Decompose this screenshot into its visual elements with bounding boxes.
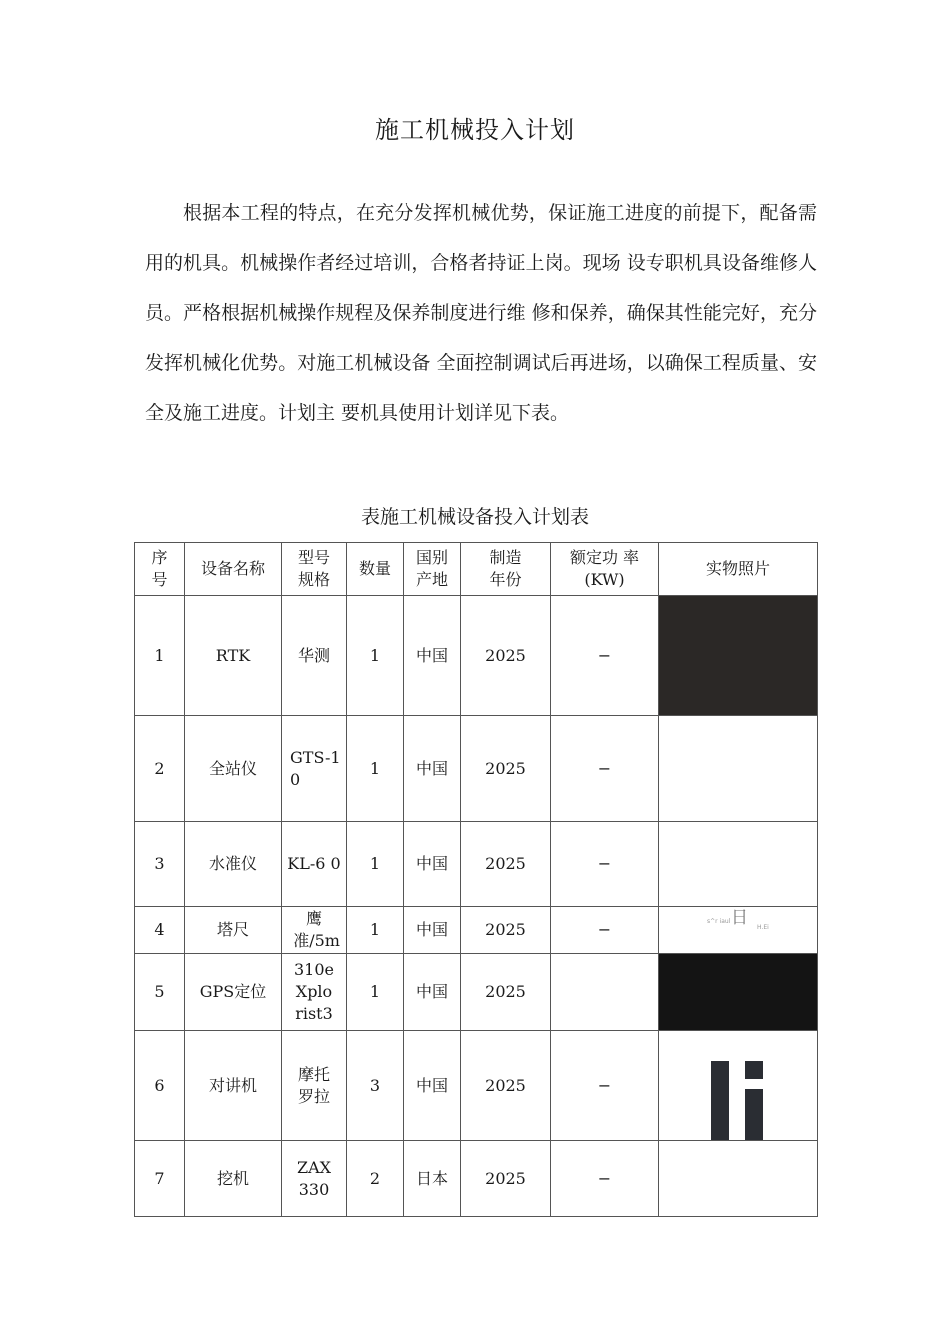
cell-year: 2025 (461, 1141, 551, 1217)
cell-model: 鹰准/5m (282, 907, 347, 954)
cell-power: − (551, 1141, 659, 1217)
cell-model: 华测 (282, 596, 347, 716)
cell-qty: 1 (347, 907, 404, 954)
photo-cell-rtk (659, 596, 818, 716)
header-name: 设备名称 (185, 543, 282, 596)
cell-year: 2025 (461, 954, 551, 1031)
cell-name: GPS定位 (185, 954, 282, 1031)
cell-model: ZAX330 (282, 1141, 347, 1217)
photo-cell-excavator (659, 1141, 818, 1217)
header-photo: 实物照片 (659, 543, 818, 596)
header-no: 序号 (135, 543, 185, 596)
photo-cell-staff (659, 907, 818, 954)
header-qty: 数量 (347, 543, 404, 596)
cell-origin: 中国 (404, 822, 461, 907)
equipment-table (134, 542, 818, 1217)
cell-power: − (551, 1031, 659, 1141)
photo-text-right: H.Ei (757, 924, 769, 931)
cell-year: 2025 (461, 1031, 551, 1141)
cell-name: 全站仪 (185, 716, 282, 822)
cell-no: 4 (135, 907, 185, 954)
cell-qty: 1 (347, 596, 404, 716)
rtk-photo (659, 596, 817, 716)
cell-name: 塔尺 (185, 907, 282, 954)
cell-qty: 1 (347, 822, 404, 907)
staff-photo (659, 907, 817, 953)
page-title: 施工机械投入计划 (375, 116, 575, 144)
cell-qty: 1 (347, 716, 404, 822)
cell-origin: 中国 (404, 1031, 461, 1141)
photo-cell-total-station (659, 716, 818, 822)
table-row (135, 1031, 818, 1141)
cell-origin: 中国 (404, 954, 461, 1031)
cell-qty: 3 (347, 1031, 404, 1141)
cell-no: 6 (135, 1031, 185, 1141)
cell-year: 2025 (461, 822, 551, 907)
cell-model: 摩托罗拉 (282, 1031, 347, 1141)
cell-no: 5 (135, 954, 185, 1031)
cell-no: 1 (135, 596, 185, 716)
cell-qty: 1 (347, 954, 404, 1031)
photo-glyph: 日 (731, 908, 748, 928)
cell-origin: 日本 (404, 1141, 461, 1217)
cell-power: − (551, 907, 659, 954)
table-header-row (135, 543, 818, 596)
cell-no: 7 (135, 1141, 185, 1217)
intro-paragraph: 根据本工程的特点，在充分发挥机械优势，保证施工进度的前提下，配备需用的机具。机械操作者经过培训，合格者持证上岗。现场 设专职机具设备维修人员。严格根据机械操作规程及保养制度进行维 修和保养，确保其性能完好，充分发挥机械化优势。对施工机械设备 全面控制调试后再进场，以确保工程质量、安全及施工进度。计划主 要机具使用计划详见下表。 (145, 202, 817, 424)
cell-year: 2025 (461, 907, 551, 954)
header-power: 额定功 率(KW) (551, 543, 659, 596)
table-row (135, 596, 818, 716)
cell-qty: 2 (347, 1141, 404, 1217)
cell-name: 对讲机 (185, 1031, 282, 1141)
cell-year: 2025 (461, 596, 551, 716)
photo-cell-gps (659, 954, 818, 1031)
cell-power: − (551, 596, 659, 716)
table-caption: 表施工机械设备投入计划表 (360, 506, 589, 528)
cell-name: 水准仪 (185, 822, 282, 907)
cell-name: 挖机 (185, 1141, 282, 1217)
cell-model: 310eXplorist3 (282, 954, 347, 1031)
table-row (135, 954, 818, 1031)
table-row (135, 822, 818, 907)
photo-cell-level (659, 822, 818, 907)
table-row (135, 907, 818, 954)
radio-photo (659, 1031, 817, 1140)
photo-text-left: s^r iaul (707, 918, 731, 925)
cell-year: 2025 (461, 716, 551, 822)
cell-no: 3 (135, 822, 185, 907)
cell-model: KL-6 0 (282, 822, 347, 907)
gps-photo (659, 954, 817, 1030)
cell-no: 2 (135, 716, 185, 822)
table-row (135, 716, 818, 822)
cell-power: − (551, 716, 659, 822)
header-origin: 国别产地 (404, 543, 461, 596)
cell-power (551, 954, 659, 1031)
cell-origin: 中国 (404, 716, 461, 822)
cell-power: − (551, 822, 659, 907)
cell-origin: 中国 (404, 907, 461, 954)
photo-cell-radio (659, 1031, 818, 1141)
cell-origin: 中国 (404, 596, 461, 716)
header-model: 型号规格 (282, 543, 347, 596)
table-row (135, 1141, 818, 1217)
cell-model: GTS-10 (282, 716, 347, 822)
header-year: 制造年份 (461, 543, 551, 596)
cell-name: RTK (185, 596, 282, 716)
